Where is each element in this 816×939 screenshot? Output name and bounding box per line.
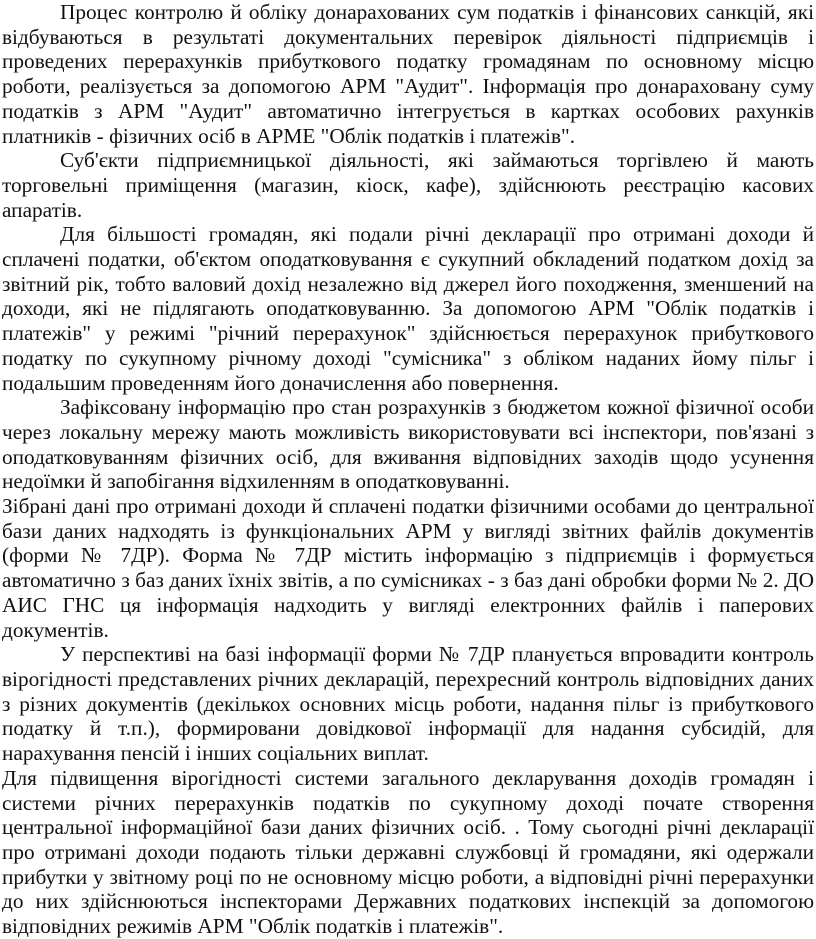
paragraph-annual-declarations: Для більшості громадян, які подали річні декларації про отримані доходи й сплачені податки, об'єктом оподатковування є сукупний обкладений податком дохід за звітний рік, тобто валовий дохід незалежно від джерел його походження, зменшений на доходи, які не підлягають оподатковуванню. За допомогою АРМ "Облік податків і платежів" у режимі "річний перерахунок" здійснюється перерахунок прибуткового податку по сукупному річному доході "сумісника" з обліком наданих йому пільг і подальшим проведенням його доначислення або повернення. (2, 222, 814, 395)
paragraph-declaration-system: Для підвищення вірогідності системи загального декларування доходів громадян і системи річних перерахунків податків по сукупному доході почате створення центральної інформаційної бази даних фізичних осіб. . Тому сьогодні річні декларації про отримані доходи подають тільки державні службовці й громадяни, які одержали прибутки у звітному році по не основному місцю роботи, а відповідні річні перерахунки до них здійснюються інспекторами Державних податкових інспекцій за допомогою відповідних режимів АРМ "Облік податків і платежів". (2, 765, 814, 939)
paragraph-central-database: Зібрані дані про отримані доходи й сплачені податки фізичними особами до центральної бази даних надходять із функціональних АРМ у вигляді звітних файлів документів (форми № 7ДР). Форма № 7ДР містить інформацію з підприємців і формується автоматично з баз даних їхніх звітів, а по сумісниках - з баз дані обробки форми № 2. ДО АИС ГНС ця інформація надходить у вигляді електронних файлів і паперових документів. (2, 494, 814, 642)
paragraph-future-plans: У перспективі на базі інформації форми № 7ДР планується впровадити контроль вірогідності представлених річних декларацій, перехресний контроль відповідних даних з різних документів (декількох основних місць роботи, надання пільг із прибуткового податку й т.п.), формировани довідкової інформації для надання субсидій, для нарахування пенсій і інших соціальних виплат. (2, 642, 814, 766)
paragraph-local-network: Зафіксовану інформацію про стан розрахунків з бюджетом кожної фізичної особи через локальну мережу мають можливість використовувати всі інспектори, пов'язані з оподатковуванням фізичних осіб, для вживання відповідних заходів щодо усунення недоїмки й запобігання відхиленням в оподатковуванні. (2, 395, 814, 494)
paragraph-audit-arm: Процес контролю й обліку донарахованих сум податків і фінансових санкцій, які відбуваються в результаті документальних перевірок діяльності підприємців і проведених перерахунків прибуткового податку громадянам по основному місцю роботи, реалізується за допомогою АРМ "Аудит". Інформація про донараховану суму податків з АРМ "Аудит" автоматично інтегрується в картках особових рахунків платників - фізичних осіб в АРМЕ "Облік податків і платежів". (2, 0, 814, 148)
paragraph-cash-registers: Суб'єкти підприємницької діяльності, які займаються торгівлею й мають торговельні приміщення (магазин, кіоск, кафе), здійснюють реєстрацію касових апаратів. (2, 148, 814, 222)
